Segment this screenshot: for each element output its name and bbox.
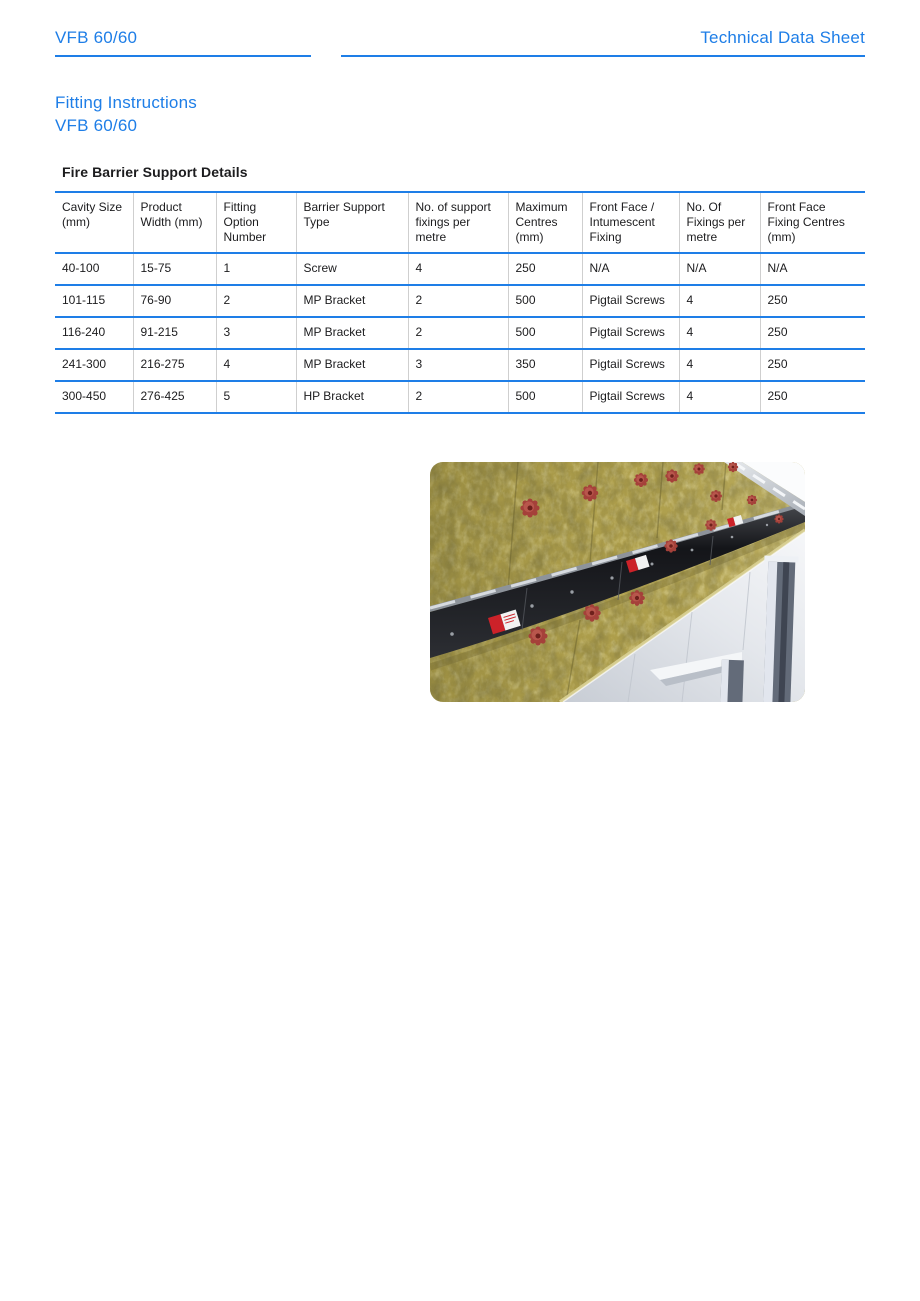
table-cell: HP Bracket: [296, 381, 408, 413]
document-product-title: VFB 60/60: [55, 28, 138, 47]
table-cell: Pigtail Screws: [582, 317, 679, 349]
table-cell: 350: [508, 349, 582, 381]
fire-barrier-support-table: [55, 191, 865, 414]
table-cell: 500: [508, 381, 582, 413]
table-cell: Pigtail Screws: [582, 349, 679, 381]
section-heading: [55, 91, 197, 137]
section-heading-line1: Fitting Instructions: [55, 93, 197, 112]
table-column-header: Fitting Option Number: [216, 192, 296, 253]
table-cell: 5: [216, 381, 296, 413]
table-row: [55, 253, 865, 285]
table-cell: 250: [760, 317, 865, 349]
table-title: Fire Barrier Support Details: [62, 164, 248, 180]
table-cell: N/A: [582, 253, 679, 285]
table-cell: 216-275: [133, 349, 216, 381]
table-cell: N/A: [760, 253, 865, 285]
table-cell: 250: [760, 381, 865, 413]
table-cell: 500: [508, 317, 582, 349]
table-cell: 3: [408, 349, 508, 381]
table-column-header: Cavity Size (mm): [55, 192, 133, 253]
table-row: [55, 381, 865, 413]
table-cell: 250: [760, 285, 865, 317]
table-cell: 15-75: [133, 253, 216, 285]
document-type-title: Technical Data Sheet: [700, 28, 865, 47]
table-cell: 300-450: [55, 381, 133, 413]
table-row: [55, 317, 865, 349]
table-cell: 101-115: [55, 285, 133, 317]
table-cell: 2: [408, 317, 508, 349]
table-cell: 500: [508, 285, 582, 317]
table-cell: 40-100: [55, 253, 133, 285]
header-rule-left: [55, 55, 311, 57]
table-cell: 2: [408, 381, 508, 413]
table-cell: 250: [508, 253, 582, 285]
table-cell: 1: [216, 253, 296, 285]
table-header-row: [55, 192, 865, 253]
table-cell: MP Bracket: [296, 349, 408, 381]
table-cell: N/A: [679, 253, 760, 285]
table-cell: 276-425: [133, 381, 216, 413]
table-cell: 4: [679, 349, 760, 381]
installation-photo-render: [430, 462, 805, 702]
table-cell: 4: [216, 349, 296, 381]
table-cell: Pigtail Screws: [582, 285, 679, 317]
table-column-header: Front Face / Intumescent Fixing: [582, 192, 679, 253]
table-column-header: Maximum Centres (mm): [508, 192, 582, 253]
table-cell: 2: [216, 285, 296, 317]
table-cell: 3: [216, 317, 296, 349]
table-column-header: Front Face Fixing Centres (mm): [760, 192, 865, 253]
table-cell: 76-90: [133, 285, 216, 317]
table-cell: MP Bracket: [296, 317, 408, 349]
table-cell: MP Bracket: [296, 285, 408, 317]
table-cell: 4: [679, 381, 760, 413]
table-column-header: Barrier Support Type: [296, 192, 408, 253]
table-cell: 241-300: [55, 349, 133, 381]
installation-photo: [430, 462, 805, 702]
table-cell: 4: [679, 285, 760, 317]
table-cell: 250: [760, 349, 865, 381]
table-cell: Pigtail Screws: [582, 381, 679, 413]
table-cell: 116-240: [55, 317, 133, 349]
header-rule-right: [341, 55, 865, 57]
section-heading-line2: VFB 60/60: [55, 116, 138, 135]
table-cell: 4: [408, 253, 508, 285]
table-row: [55, 285, 865, 317]
table-cell: 2: [408, 285, 508, 317]
table-column-header: No. Of Fixings per metre: [679, 192, 760, 253]
table-cell: 4: [679, 317, 760, 349]
table-row: [55, 349, 865, 381]
table-column-header: Product Width (mm): [133, 192, 216, 253]
table-column-header: No. of support fixings per metre: [408, 192, 508, 253]
table-cell: 91-215: [133, 317, 216, 349]
table-cell: Screw: [296, 253, 408, 285]
